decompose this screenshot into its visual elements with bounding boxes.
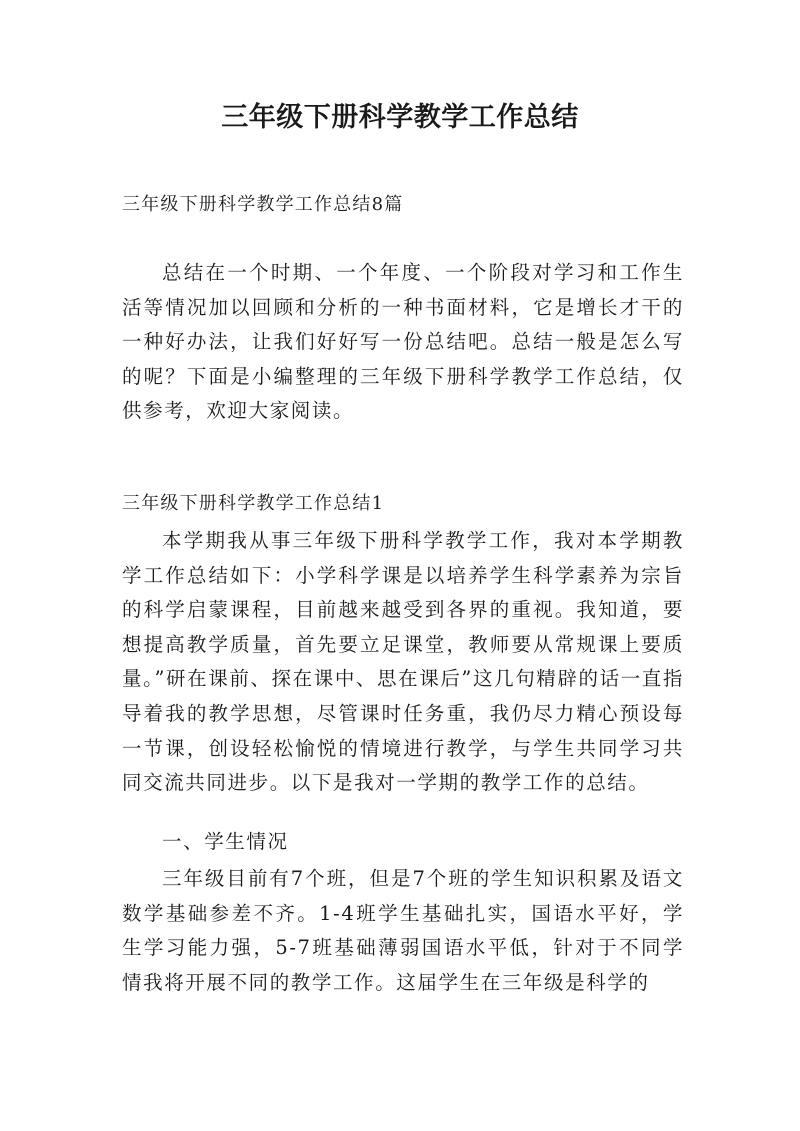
section-heading: 三年级下册科学教学工作总结1	[122, 493, 385, 514]
document-subtitle: 三年级下册科学教学工作总结8篇	[122, 194, 404, 215]
section-paragraph: 本学期我从事三年级下册科学教学工作，我对本学期教学工作总结如下：小学科学课是以培养学生科学素养为宗旨的科学启蒙课程，目前越来越受到各界的重视。我知道，要想提高教学质量，首先要立足课堂，教师要从常规课上要质量。”研在课前、探在课中、思在课后”这几句精辟的话一直指导着我的教学思想，尽管课时任务重，我仍尽力精心预设每一节课，创设轻松愉悦的情境进行教学，与学生共同学习共同交流共同进步。以下是我对一学期的教学工作的总结。	[122, 529, 684, 795]
document-title: 三年级下册科学教学工作总结	[221, 102, 579, 133]
student-situation-heading: 一、学生情况	[162, 830, 289, 853]
intro-paragraph: 总结在一个时期、一个年度、一个阶段对学习和工作生活等情况加以回顾和分析的一种书面材料，它是增长才干的一种好办法，让我们好好写一份总结吧。总结一般是怎么写的呢？下面是小编整理的三年级下册科学教学工作总结，仅供参考，欢迎大家阅读。	[122, 261, 684, 423]
student-situation-paragraph: 三年级目前有7个班，但是7个班的学生知识积累及语文数学基础参差不齐。1-4班学生基础扎实，国语水平好，学生学习能力强，5-7班基础薄弱国语水平低，针对于不同学情我将开展不同的教学工作。这届学生在三年级是科学的	[122, 867, 684, 994]
